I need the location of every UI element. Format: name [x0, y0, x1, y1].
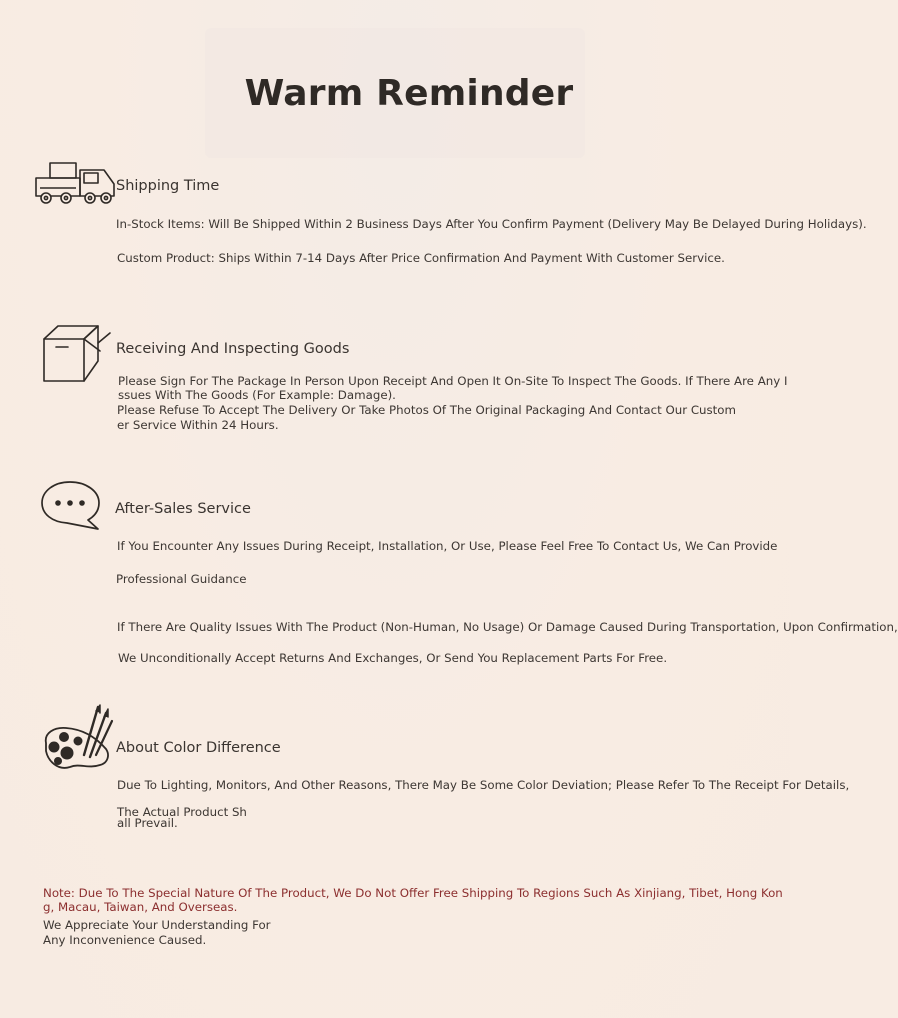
color-line-2: The Actual Product Sh [117, 805, 247, 819]
receiving-line-4: er Service Within 24 Hours. [117, 418, 279, 432]
box-icon [40, 323, 114, 385]
shipping-line-2: Custom Product: Ships Within 7-14 Days After Price Confirmation And Payment With Customer Service. [117, 251, 725, 265]
appreciation-line-2: Any Inconvenience Caused. [43, 933, 207, 947]
receiving-line-3: Please Refuse To Accept The Delivery Or Take Photos Of The Original Packaging And Contact Our Custom [117, 403, 737, 417]
truck-icon [34, 160, 124, 206]
section-heading-after-sales: After-Sales Service [115, 501, 251, 517]
section-heading-color: About Color Difference [116, 740, 281, 756]
note-line-2: g, Macau, Taiwan, And Overseas. [43, 900, 238, 914]
section-heading-shipping: Shipping Time [116, 178, 220, 194]
after-sales-line-4: We Unconditionally Accept Returns And Exchanges, Or Send You Replacement Parts For Free. [118, 651, 668, 665]
after-sales-line-2: Professional Guidance [116, 572, 247, 586]
palette-icon [40, 703, 116, 775]
receiving-line-2: ssues With The Goods (For Example: Damage). [118, 388, 396, 402]
color-line-3: all Prevail. [117, 816, 178, 830]
section-heading-receiving: Receiving And Inspecting Goods [116, 341, 350, 357]
page-title: Warm Reminder [244, 73, 574, 114]
after-sales-line-3: If There Are Quality Issues With The Product (Non-Human, No Usage) Or Damage Caused During Transportation, Upon Confirmation, [117, 620, 898, 634]
note-line-1: Note: Due To The Special Nature Of The Product, We Do Not Offer Free Shipping To Regions Such As Xinjiang, Tibet, Hong Kon [43, 886, 783, 900]
receiving-line-1: Please Sign For The Package In Person Upon Receipt And Open It On-Site To Inspect The Goods. If There Are Any I [118, 374, 788, 388]
appreciation-line-1: We Appreciate Your Understanding For [43, 918, 271, 932]
shipping-line-1: In-Stock Items: Will Be Shipped Within 2 Business Days After You Confirm Payment (Delivery May Be Delayed During Holidays). [116, 217, 867, 231]
speech-bubble-icon [40, 479, 104, 533]
after-sales-line-1: If You Encounter Any Issues During Receipt, Installation, Or Use, Please Feel Free To Contact Us, We Can Provide [117, 539, 778, 553]
color-line-1: Due To Lighting, Monitors, And Other Reasons, There May Be Some Color Deviation; Please Refer To The Receipt For Details, [117, 778, 850, 792]
